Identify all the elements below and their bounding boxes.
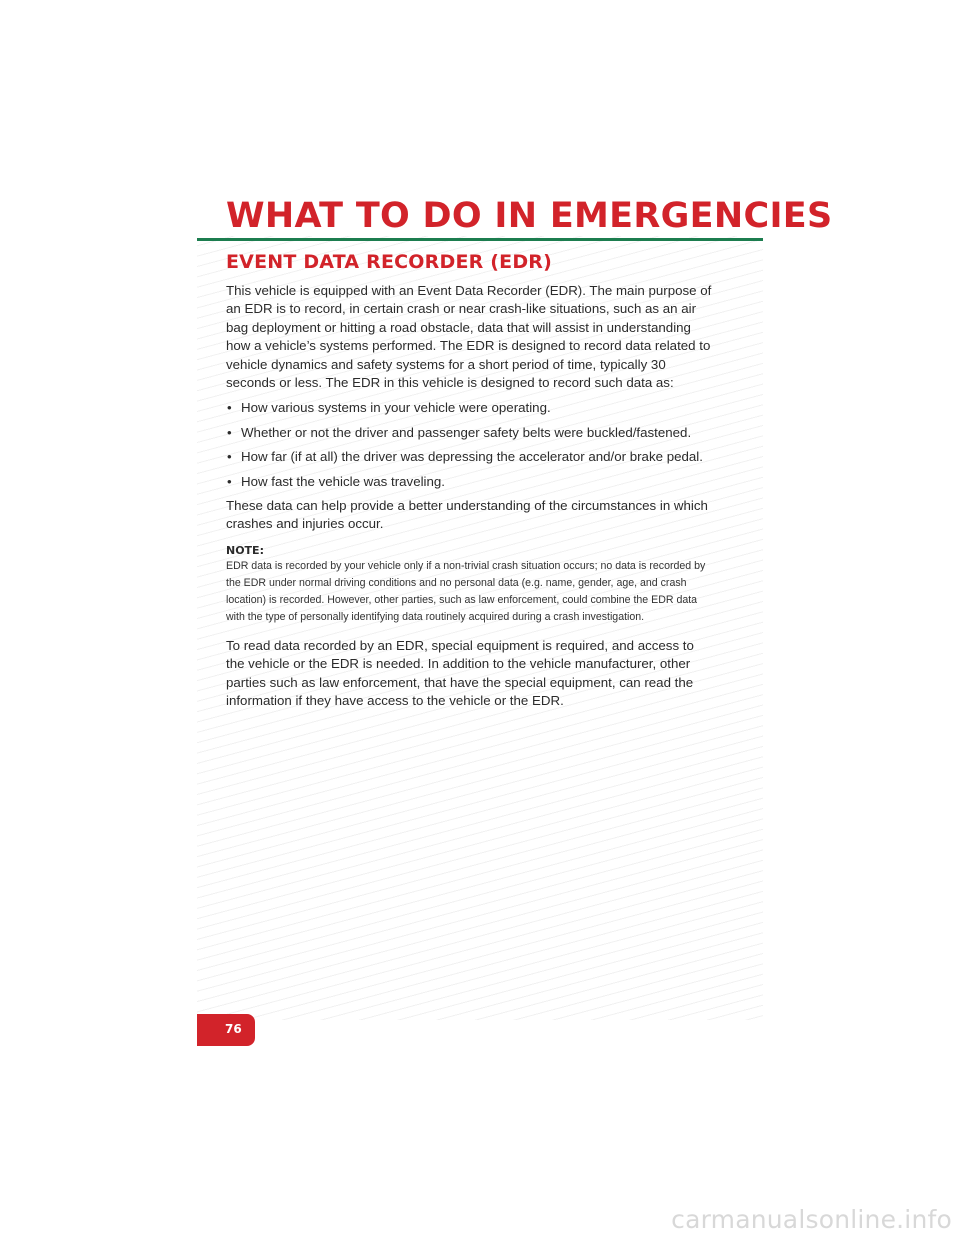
main-content bbox=[226, 251, 716, 718]
note-text: EDR data is recorded by your vehicle only if a non-trivial crash situation occurs; no data is recorded by the EDR under normal driving conditions and no personal data (e.g. name, gender, age, and crash location) is recorded. However, other parties, such as law enforcement, could combine the EDR data with the type of personally identifying data routinely acquired during a crash investigation. bbox=[226, 559, 706, 623]
watermark: carmanualsonline.info bbox=[671, 1205, 952, 1234]
intro-paragraph: This vehicle is equipped with an Event Data Recorder (EDR). The main purpose of an EDR is to record, in certain crash or near crash-like situations, such as an air bag deployment or hitting a road obstacle, data that will assist in understanding how a vehicle’s systems performed. The EDR is designed to record data related to vehicle dynamics and safety systems for a short period of time, typically 30 seconds or less. The EDR in this vehicle is designed to record such data as: bbox=[226, 283, 712, 391]
chapter-title: WHAT TO DO IN EMERGENCIES bbox=[226, 196, 833, 236]
section-title: EVENT DATA RECORDER (EDR) bbox=[226, 251, 553, 273]
bullet-icon: • bbox=[227, 400, 232, 416]
bullet-icon: • bbox=[227, 473, 232, 489]
note-label: NOTE: bbox=[226, 543, 264, 557]
list-item-text: Whether or not the driver and passenger safety belts were buckled/fastened. bbox=[241, 424, 692, 440]
list-item-text: How far (if at all) the driver was depressing the accelerator and/or brake pedal. bbox=[241, 449, 703, 465]
list-item bbox=[226, 424, 716, 442]
chapter-divider bbox=[197, 238, 763, 241]
list-item-text: How fast the vehicle was traveling. bbox=[241, 473, 445, 489]
bullet-icon: • bbox=[227, 449, 232, 465]
page-number-badge bbox=[197, 1014, 255, 1046]
list-item bbox=[226, 473, 716, 491]
summary-paragraph: These data can help provide a better understanding of the circumstances in which crashes and injuries occur. bbox=[226, 498, 708, 532]
bullet-icon: • bbox=[227, 424, 232, 440]
list-item bbox=[226, 448, 716, 466]
list-item bbox=[226, 399, 716, 417]
list-item-text: How various systems in your vehicle were operating. bbox=[241, 400, 551, 416]
bullet-list bbox=[226, 399, 716, 491]
closing-paragraph: To read data recorded by an EDR, special equipment is required, and access to the vehicle or the EDR is needed. In addition to the vehicle manufacturer, other parties such as law enforcement, that have the special equipment, can read the information if they have access to the vehicle or the EDR. bbox=[226, 637, 694, 709]
page-number: 76 bbox=[225, 1022, 242, 1036]
